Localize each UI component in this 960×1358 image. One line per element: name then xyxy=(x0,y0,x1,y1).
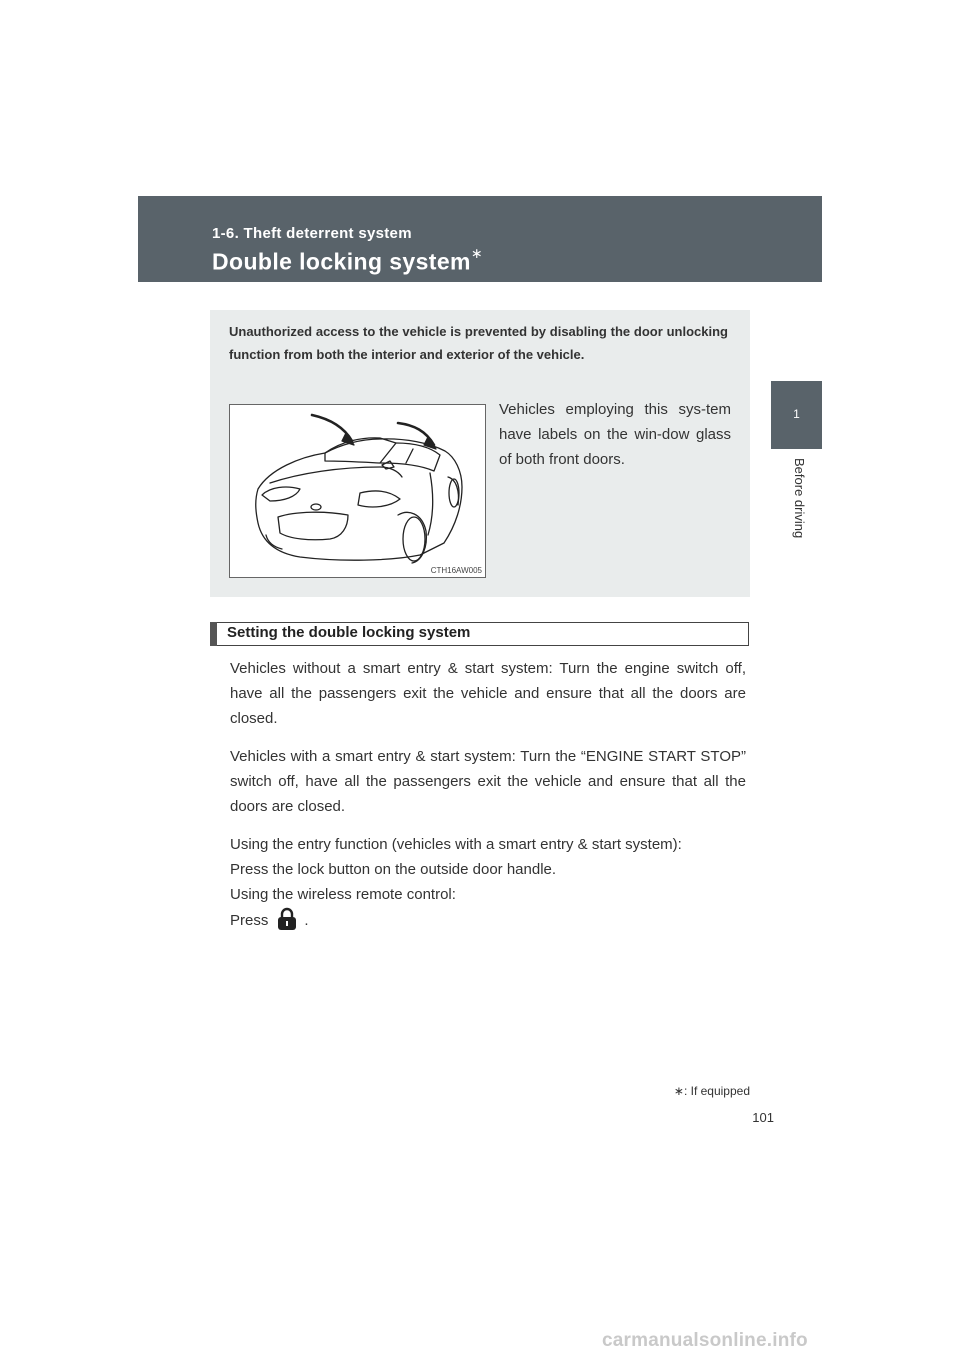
section-heading-box xyxy=(210,622,749,646)
paragraph-2: Vehicles with a smart entry & start system: Turn the “ENGINE START STOP” switch off, have all the passengers exit the vehicle and ensure that all the doors are closed. xyxy=(230,748,746,815)
title-asterisk: ∗ xyxy=(470,245,484,261)
entry-function-line: Using the entry function (vehicles with a smart entry & start system): xyxy=(230,836,682,853)
chapter-label: Before driving xyxy=(792,458,807,539)
footnote: ∗: If equipped xyxy=(673,1084,750,1098)
lock-icon xyxy=(276,907,298,931)
section-heading: Setting the double locking system xyxy=(227,624,471,641)
chapter-number: 1 xyxy=(793,407,800,421)
watermark: carmanualsonline.info xyxy=(602,1330,808,1351)
body-text xyxy=(230,656,746,946)
figure-caption: Vehicles employing this sys-tem have labels on the win-dow glass of both front doors. xyxy=(499,401,731,468)
remote-control-line: Using the wireless remote control: xyxy=(230,886,456,903)
car-drawing xyxy=(230,405,485,577)
paragraph-3 xyxy=(230,832,746,933)
figure-code: CTH16AW005 xyxy=(430,566,482,575)
press-word: Press xyxy=(230,912,269,929)
press-end: . xyxy=(304,912,309,929)
car-illustration xyxy=(229,404,486,578)
paragraph-1: Vehicles without a smart entry & start system: Turn the engine switch off, have all the passengers exit the vehicle and ensure that all the doors are closed. xyxy=(230,660,746,727)
press-line xyxy=(230,907,746,933)
chapter-tab xyxy=(771,381,822,449)
page-title-text: Double locking system xyxy=(212,248,471,275)
section-label: 1-6. Theft deterrent system xyxy=(212,225,412,242)
page-number: 101 xyxy=(752,1110,774,1125)
section-heading-bar xyxy=(210,622,217,646)
lock-button-line: Press the lock button on the outside door handle. xyxy=(230,861,557,878)
page-title xyxy=(212,245,484,276)
page-header xyxy=(138,196,822,282)
intro-text: Unauthorized access to the vehicle is prevented by disabling the door unlocking function from both the interior and exterior of the vehicle. xyxy=(229,324,728,362)
intro-box xyxy=(210,310,750,597)
